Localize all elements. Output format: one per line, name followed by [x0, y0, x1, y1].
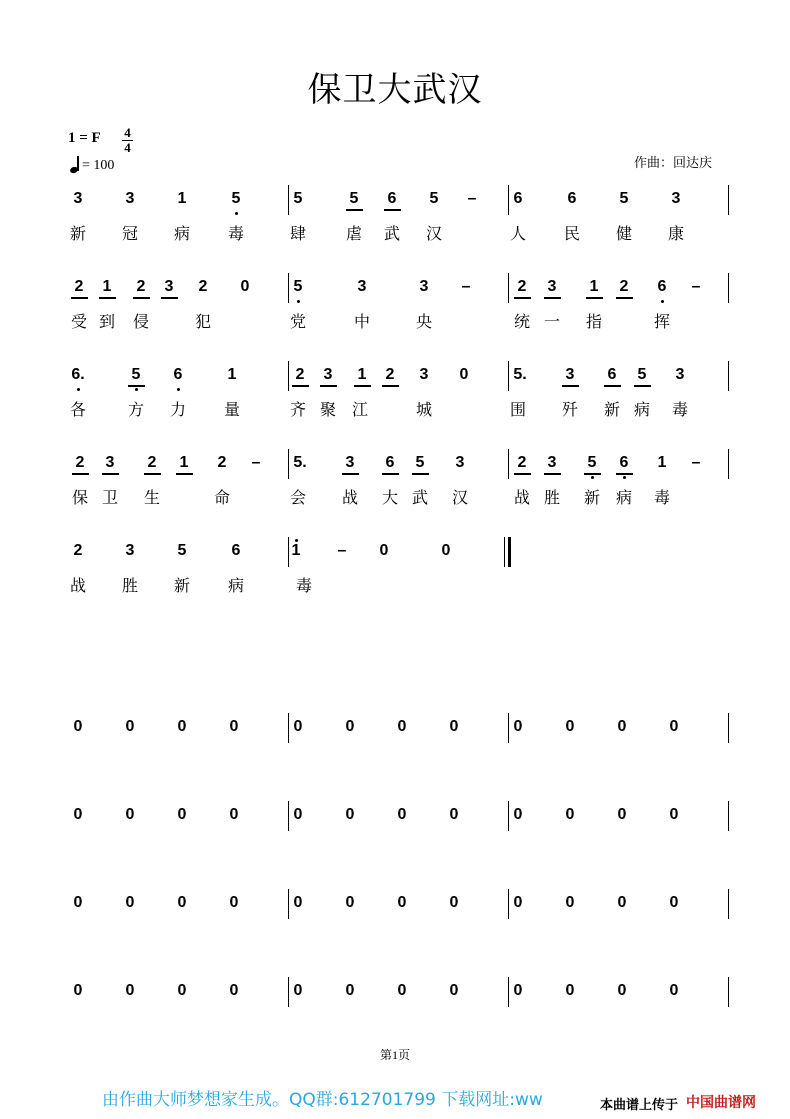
note: 5 [429, 190, 439, 207]
rest-note: 0 [565, 982, 575, 999]
beam-underline [616, 473, 633, 475]
composer-credit: 作曲：回达庆 [634, 156, 713, 171]
rest-note: 0 [617, 894, 627, 911]
lyric: 康 [667, 224, 685, 243]
lyric: 挥 [653, 312, 671, 331]
rest-note: 0 [125, 894, 135, 911]
rest-note: 0 [345, 982, 355, 999]
note: 6 [173, 366, 183, 383]
barline [288, 449, 289, 479]
lyric: 江 [351, 400, 369, 419]
barline [508, 889, 509, 919]
rest-note: 0 [229, 806, 239, 823]
rest-note: 0 [617, 982, 627, 999]
note: 6 [513, 190, 523, 207]
lyric: 生 [143, 488, 161, 507]
beam-underline [544, 473, 561, 475]
lyric: 胜 [543, 488, 561, 507]
rest-note: 0 [565, 718, 575, 735]
rest-note: 0 [397, 982, 407, 999]
note: 2 [217, 454, 227, 471]
note: 1 [179, 454, 189, 471]
rest-note: 0 [177, 806, 187, 823]
beam-underline [176, 473, 193, 475]
note: 6. [71, 366, 85, 383]
lyric: 健 [615, 224, 633, 243]
note: 5 [231, 190, 241, 207]
note: – [461, 278, 471, 295]
note: 2 [73, 542, 83, 559]
barline [728, 713, 729, 743]
generator-promo: 由作曲大师梦想家生成。QQ群:612701799 下载网址:ww [102, 1090, 543, 1110]
rest-note: 0 [397, 718, 407, 735]
note: 5 [177, 542, 187, 559]
rest-note: 0 [293, 718, 303, 735]
barline [288, 801, 289, 831]
final-barline-thin [504, 537, 505, 567]
rest-note: 0 [449, 718, 459, 735]
lyric: 侵 [132, 312, 150, 331]
note: 5 [131, 366, 141, 383]
note: 3 [125, 190, 135, 207]
note: 3 [323, 366, 333, 383]
note: 5. [293, 454, 307, 471]
note: 2 [385, 366, 395, 383]
note: 3 [73, 190, 83, 207]
barline [288, 537, 289, 567]
low-octave-dot [235, 212, 238, 215]
barline [728, 801, 729, 831]
beam-underline [584, 473, 601, 475]
time-bottom: 4 [124, 140, 131, 155]
rest-note: 0 [177, 982, 187, 999]
note: 2 [75, 454, 85, 471]
note: 5 [293, 190, 303, 207]
lyric: 毒 [671, 400, 689, 419]
time-top: 4 [124, 125, 131, 140]
beam-underline [514, 297, 531, 299]
tempo-value: = 100 [82, 158, 115, 173]
rest-note: 0 [617, 806, 627, 823]
note: 6 [567, 190, 577, 207]
rest-note: 0 [669, 982, 679, 999]
note: 1 [291, 542, 301, 559]
rest-note: 0 [229, 718, 239, 735]
barline [508, 361, 509, 391]
note: 3 [675, 366, 685, 383]
barline [288, 713, 289, 743]
lyric: 城 [415, 400, 433, 419]
rest-note: 0 [565, 894, 575, 911]
barline [288, 889, 289, 919]
rest-note: 0 [617, 718, 627, 735]
lyric: 病 [633, 400, 651, 419]
note: 6 [385, 454, 395, 471]
lyric: 胜 [121, 576, 139, 595]
note: – [251, 454, 261, 471]
beam-underline [128, 385, 145, 387]
lyric: 各 [69, 400, 87, 419]
lyric: 冠 [121, 224, 139, 243]
site-logo: 中国曲谱网 [686, 1095, 756, 1111]
note: 1 [102, 278, 112, 295]
rest-note: 0 [229, 982, 239, 999]
lyric: 大 [381, 488, 399, 507]
beam-underline [634, 385, 651, 387]
beam-underline [616, 297, 633, 299]
lyric: 统 [513, 312, 531, 331]
barline [508, 977, 509, 1007]
low-octave-dot [661, 300, 664, 303]
beam-underline [382, 385, 399, 387]
lyric: 保 [71, 488, 89, 507]
lyric: 民 [563, 224, 581, 243]
note: 5 [587, 454, 597, 471]
note: 3 [547, 454, 557, 471]
barline [288, 273, 289, 303]
lyric: 命 [213, 488, 231, 507]
note: 0 [240, 278, 250, 295]
beam-underline [562, 385, 579, 387]
beam-underline [71, 297, 88, 299]
lyric: 方 [127, 400, 145, 419]
lyric: 毒 [295, 576, 313, 595]
lyric: 毒 [227, 224, 245, 243]
note: 2 [136, 278, 146, 295]
note: 1 [589, 278, 599, 295]
rest-note: 0 [513, 894, 523, 911]
lyric: 卫 [101, 488, 119, 507]
barline [508, 713, 509, 743]
lyric: 力 [169, 400, 187, 419]
beam-underline [384, 209, 401, 211]
rest-note: 0 [345, 806, 355, 823]
note: 2 [74, 278, 84, 295]
barline [508, 449, 509, 479]
note: 5 [619, 190, 629, 207]
low-octave-dot [177, 388, 180, 391]
low-octave-dot [297, 300, 300, 303]
rest-note: 0 [513, 718, 523, 735]
lyric: 中 [353, 312, 371, 331]
note: 6 [607, 366, 617, 383]
note: 1 [657, 454, 667, 471]
barline [508, 801, 509, 831]
barline [728, 185, 729, 215]
rest-note: 0 [397, 894, 407, 911]
note: 2 [198, 278, 208, 295]
barline [728, 273, 729, 303]
rest-note: 0 [449, 894, 459, 911]
lyric: 汉 [451, 488, 469, 507]
note: 6 [619, 454, 629, 471]
barline [288, 361, 289, 391]
rest-note: 0 [669, 718, 679, 735]
low-octave-dot [77, 388, 80, 391]
lyric: 武 [411, 488, 429, 507]
note: 2 [517, 454, 527, 471]
beam-underline [102, 473, 119, 475]
rest-note: 0 [565, 806, 575, 823]
note: 0 [379, 542, 389, 559]
note: 3 [565, 366, 575, 383]
note: 5 [637, 366, 647, 383]
beam-underline [382, 473, 399, 475]
lyric: 量 [223, 400, 241, 419]
barline [728, 361, 729, 391]
rest-note: 0 [293, 982, 303, 999]
beam-underline [133, 297, 150, 299]
note: 2 [517, 278, 527, 295]
rest-note: 0 [73, 806, 83, 823]
rest-note: 0 [229, 894, 239, 911]
beam-underline [72, 473, 89, 475]
barline [288, 185, 289, 215]
beam-underline [354, 385, 371, 387]
note: 0 [459, 366, 469, 383]
lyric: 党 [289, 312, 307, 331]
rest-note: 0 [73, 982, 83, 999]
barline [728, 449, 729, 479]
lyric: 战 [513, 488, 531, 507]
beam-underline [161, 297, 178, 299]
note: 3 [547, 278, 557, 295]
lyric: 指 [585, 312, 603, 331]
note: 3 [419, 278, 429, 295]
lyric: 人 [509, 224, 527, 243]
lyric: 歼 [561, 400, 579, 419]
note: 2 [295, 366, 305, 383]
note: – [691, 278, 701, 295]
beam-underline [586, 297, 603, 299]
barline [508, 185, 509, 215]
rest-note: 0 [125, 718, 135, 735]
note: 2 [147, 454, 157, 471]
note: 6 [657, 278, 667, 295]
note: 1 [227, 366, 237, 383]
beam-underline [604, 385, 621, 387]
barline [728, 889, 729, 919]
note: 3 [164, 278, 174, 295]
lyric: 聚 [319, 400, 337, 419]
lyric: 央 [415, 312, 433, 331]
upload-label: 本曲谱上传于 [600, 1098, 679, 1113]
barline [508, 273, 509, 303]
rest-note: 0 [177, 894, 187, 911]
note: 3 [455, 454, 465, 471]
note: 3 [419, 366, 429, 383]
lyric: 肆 [289, 224, 307, 243]
lyric: 毒 [653, 488, 671, 507]
rest-note: 0 [293, 894, 303, 911]
rest-note: 0 [449, 806, 459, 823]
lyric: 汉 [425, 224, 443, 243]
beam-underline [99, 297, 116, 299]
note: 3 [357, 278, 367, 295]
lyric: 病 [173, 224, 191, 243]
lyric: 战 [69, 576, 87, 595]
lyric: 会 [289, 488, 307, 507]
lyric: 新 [583, 488, 601, 507]
rest-note: 0 [293, 806, 303, 823]
lyric: 新 [173, 576, 191, 595]
note: 5. [513, 366, 527, 383]
beam-underline [544, 297, 561, 299]
lyric: 到 [98, 312, 116, 331]
note: – [337, 542, 347, 559]
lyric: 围 [509, 400, 527, 419]
rest-note: 0 [345, 718, 355, 735]
note: 1 [357, 366, 367, 383]
beam-underline [514, 473, 531, 475]
rest-note: 0 [669, 806, 679, 823]
note: 5 [349, 190, 359, 207]
barline [728, 977, 729, 1007]
lyric: 犯 [194, 312, 212, 331]
note: 5 [293, 278, 303, 295]
beam-underline [320, 385, 337, 387]
rest-note: 0 [345, 894, 355, 911]
final-barline-thick [508, 537, 511, 567]
rest-note: 0 [177, 718, 187, 735]
lyric: 新 [603, 400, 621, 419]
rest-note: 0 [73, 894, 83, 911]
note: 0 [441, 542, 451, 559]
lyric: 武 [383, 224, 401, 243]
note: 1 [177, 190, 187, 207]
barline [288, 977, 289, 1007]
lyric: 虐 [345, 224, 363, 243]
lyric: 病 [615, 488, 633, 507]
page-number: 第1页 [379, 1048, 410, 1062]
low-octave-dot [591, 476, 594, 479]
note: 3 [671, 190, 681, 207]
key-signature: 1 = F [68, 130, 101, 146]
rest-note: 0 [669, 894, 679, 911]
rest-note: 0 [125, 806, 135, 823]
note: 2 [619, 278, 629, 295]
lyric: 一 [543, 312, 561, 331]
lyric: 新 [69, 224, 87, 243]
rest-note: 0 [397, 806, 407, 823]
lyric: 战 [341, 488, 359, 507]
beam-underline [144, 473, 161, 475]
lyric: 齐 [289, 400, 307, 419]
beam-underline [346, 209, 363, 211]
note: 6 [231, 542, 241, 559]
high-octave-dot [295, 539, 298, 542]
beam-underline [412, 473, 429, 475]
note: – [691, 454, 701, 471]
score-title: 保卫大武汉 [307, 70, 483, 110]
rest-note: 0 [125, 982, 135, 999]
rest-note: 0 [513, 806, 523, 823]
beam-underline [342, 473, 359, 475]
note: 3 [125, 542, 135, 559]
lyric: 病 [227, 576, 245, 595]
note: 6 [387, 190, 397, 207]
beam-underline [292, 385, 309, 387]
note: 5 [415, 454, 425, 471]
rest-note: 0 [73, 718, 83, 735]
low-octave-dot [623, 476, 626, 479]
rest-note: 0 [449, 982, 459, 999]
low-octave-dot [135, 388, 138, 391]
note: 3 [345, 454, 355, 471]
lyric: 受 [70, 312, 88, 331]
note: 3 [105, 454, 115, 471]
rest-note: 0 [513, 982, 523, 999]
note: – [467, 190, 477, 207]
